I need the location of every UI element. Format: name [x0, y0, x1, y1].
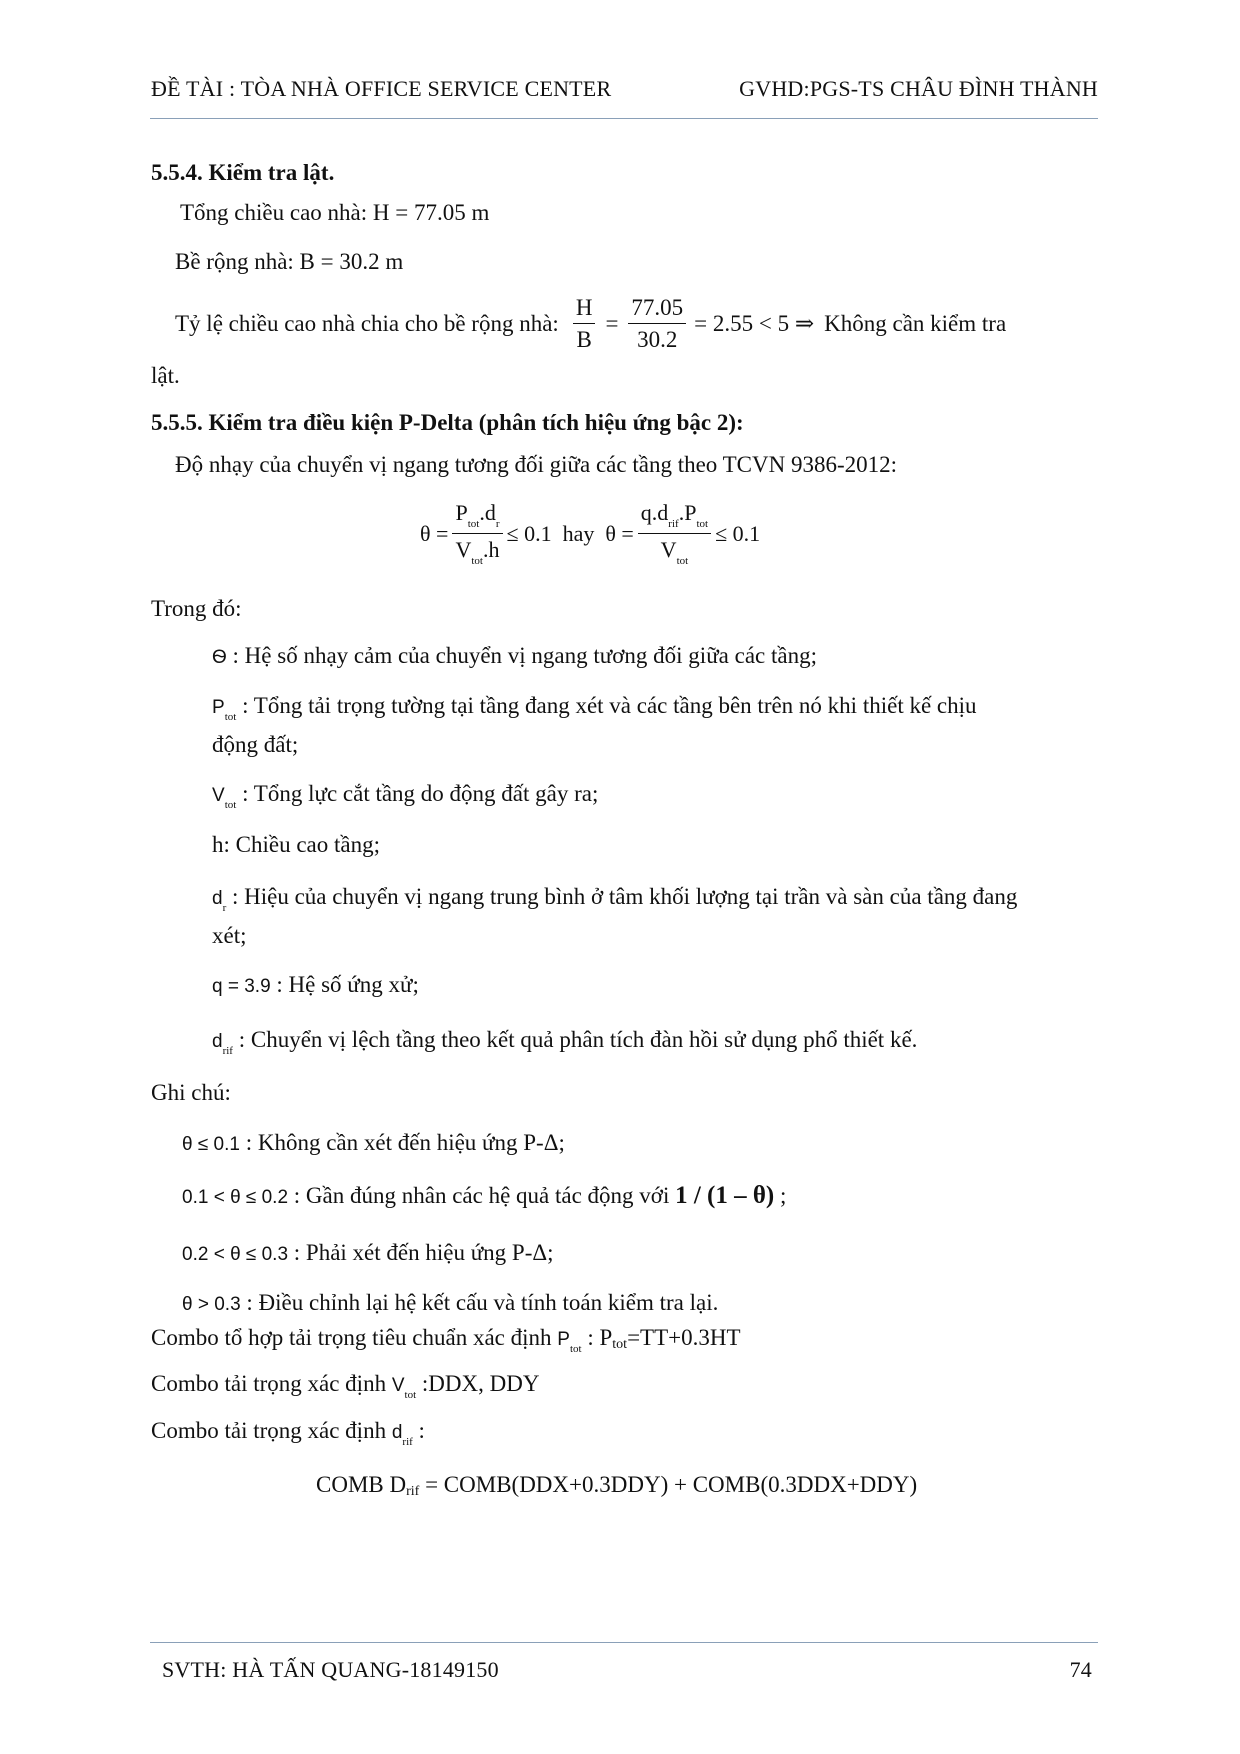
- f1-h: .h: [482, 536, 500, 562]
- ratio-result: = 2.55 < 5 ⇒: [694, 311, 815, 337]
- frac-77-05: 77.05: [628, 295, 686, 324]
- f1-p-sub: tot: [467, 518, 480, 530]
- combo-drif-text: Combo tải trọng xác định: [151, 1418, 392, 1443]
- def-drif-sub: rif: [222, 1045, 233, 1057]
- header-right: GVHD:PGS-TS CHÂU ĐÌNH THÀNH: [739, 76, 1098, 101]
- ratio-fraction-values: [628, 295, 686, 354]
- note-1-text: : Không cần xét đến hiệu ứng P-Δ;: [239, 1130, 565, 1155]
- combo-drif-sub: rif: [402, 1436, 413, 1448]
- f1-v-sub: tot: [471, 554, 483, 567]
- note-2-text: : Gần đúng nhân các hệ quả tác động với: [288, 1183, 676, 1208]
- def-dr-wrap: xét;: [212, 923, 247, 948]
- def-ptot: [212, 693, 977, 723]
- def-drif: [212, 1027, 917, 1057]
- section-555-heading: 5.5.5. Kiểm tra điều kiện P-Delta (phân tích hiệu ứng bậc 2):: [151, 410, 744, 435]
- note-2-formula: 1 / (1 – θ): [675, 1182, 775, 1209]
- combo-vtot-sub: tot: [404, 1389, 417, 1401]
- f2-v: V: [660, 536, 677, 562]
- note-1: [182, 1130, 565, 1156]
- notes-label: Ghi chú:: [151, 1080, 231, 1105]
- def-ptot-symbol: P: [212, 697, 225, 718]
- def-drif-text: : Chuyển vị lệch tầng theo kết quả phân tích đàn hồi sử dụng phổ thiết kế.: [232, 1027, 918, 1052]
- combo-vtot: [151, 1371, 539, 1401]
- def-theta: [212, 643, 817, 669]
- note-2-symbol: 0.1 < θ ≤ 0.2: [182, 1187, 289, 1208]
- note-1-symbol: θ ≤ 0.1: [182, 1134, 240, 1155]
- def-drif-symbol: d: [212, 1031, 223, 1052]
- combo-ptot: [151, 1325, 741, 1355]
- combo-ptot-symbol: P: [557, 1329, 570, 1350]
- formula-mid: ≤ 0.1 hay θ =: [506, 520, 634, 546]
- formula-end: ≤ 0.1: [715, 520, 761, 546]
- section-554-heading: 5.5.4. Kiểm tra lật.: [151, 160, 335, 185]
- where-label: Trong đó:: [151, 596, 242, 621]
- comb-drif-a: COMB D: [316, 1472, 407, 1497]
- footer-rule: [150, 1642, 1098, 1643]
- ratio-line: [175, 295, 1006, 354]
- f2-qd: q.d: [640, 500, 669, 525]
- def-vtot: [212, 781, 598, 811]
- def-ptot-text: : Tổng tải trọng tường tại tầng đang xét và các tầng bên trên nó khi thiết kế chịu: [236, 693, 977, 718]
- width-line: Bề rộng nhà: B = 30.2 m: [175, 249, 404, 274]
- formula-fraction-2: [638, 500, 711, 567]
- note-3-text: : Phải xét đến hiệu ứng P-Δ;: [288, 1240, 554, 1265]
- def-dr-text: : Hiệu của chuyển vị ngang trung bình ở tâm khối lượng tại trần và sàn của tầng đang: [226, 884, 1018, 909]
- page-number: 74: [1069, 1657, 1092, 1682]
- def-dr-sub: r: [222, 902, 227, 914]
- note-2-end: ;: [774, 1183, 787, 1208]
- def-theta-text: : Hệ số nhạy cảm của chuyển vị ngang tương đối giữa các tầng;: [226, 643, 817, 668]
- f1-d: .d: [479, 500, 496, 525]
- note-4-symbol: θ > 0.3: [182, 1294, 241, 1315]
- comb-drif-formula: [316, 1472, 917, 1500]
- header-left: ĐỀ TÀI : TÒA NHÀ OFFICE SERVICE CENTER: [151, 76, 612, 101]
- def-ptot-wrap: động đất;: [212, 732, 299, 757]
- combo-ptot-value: =TT+0.3HT: [627, 1325, 741, 1350]
- ratio-conclusion: Không cần kiểm tra: [824, 311, 1007, 337]
- frac-b: B: [576, 327, 592, 353]
- def-h: h: Chiều cao tầng;: [212, 832, 380, 857]
- note-4-text: : Điều chỉnh lại hệ kết cấu và tính toán kiểm tra lại.: [240, 1290, 719, 1315]
- ratio-fraction-hb: [573, 295, 596, 354]
- f1-p: P: [455, 500, 468, 525]
- def-dr-symbol: d: [212, 888, 223, 909]
- combo-vtot-symbol: V: [391, 1375, 405, 1396]
- note-4: [182, 1290, 718, 1316]
- def-vtot-symbol: V: [212, 785, 225, 806]
- def-q-text: : Hệ số ứng xử;: [270, 972, 419, 997]
- f2-p: .P: [678, 500, 697, 525]
- equals-sign: =: [605, 311, 619, 337]
- def-theta-symbol: Ѳ: [212, 647, 227, 668]
- height-line: Tổng chiều cao nhà: H = 77.05 m: [180, 200, 490, 225]
- formula-fraction-1: [452, 500, 502, 567]
- frac-30-2: 30.2: [637, 327, 678, 353]
- combo-drif: [151, 1418, 425, 1448]
- combo-ptot-mid: : P: [581, 1325, 613, 1350]
- formula-theta: θ =: [420, 520, 449, 546]
- combo-vtot-text: Combo tải trọng xác định: [151, 1371, 392, 1396]
- combo-ptot-text: Combo tổ hợp tải trọng tiêu chuẩn xác định: [151, 1325, 558, 1350]
- f1-v: V: [455, 536, 472, 562]
- f1-d-sub: r: [495, 518, 500, 530]
- f2-qd-sub: rif: [668, 518, 679, 530]
- footer-left: SVTH: HÀ TẤN QUANG-18149150: [162, 1657, 499, 1682]
- def-vtot-sub: tot: [224, 799, 237, 811]
- theta-formula: [420, 500, 760, 567]
- combo-ptot-mid-sub: tot: [612, 1337, 628, 1352]
- note-3: [182, 1240, 554, 1266]
- note-3-symbol: 0.2 < θ ≤ 0.3: [182, 1244, 289, 1265]
- combo-ptot-sub: tot: [569, 1343, 582, 1355]
- combo-drif-end: :: [412, 1418, 425, 1443]
- frac-h: H: [573, 295, 596, 324]
- ratio-prefix: Tỷ lệ chiều cao nhà chia cho bề rộng nhà:: [175, 311, 559, 337]
- def-dr: [212, 884, 1017, 914]
- combo-drif-symbol: d: [391, 1422, 403, 1443]
- note-2: [182, 1182, 786, 1210]
- pdelta-intro: Độ nhạy của chuyển vị ngang tương đối giữa các tầng theo TCVN 9386-2012:: [175, 452, 898, 477]
- def-q-symbol: q = 3.9: [212, 976, 271, 997]
- def-ptot-sub: tot: [224, 711, 237, 723]
- ratio-wrap: lật.: [151, 363, 180, 388]
- f2-v-sub: tot: [676, 554, 689, 567]
- comb-drif-sub: rif: [406, 1484, 420, 1499]
- def-q: [212, 972, 419, 998]
- header-rule: [150, 118, 1098, 119]
- f2-p-sub: tot: [696, 518, 709, 530]
- comb-drif-b: = COMB(DDX+0.3DDY) + COMB(0.3DDX+DDY): [419, 1472, 918, 1497]
- combo-vtot-value: :DDX, DDY: [416, 1371, 540, 1396]
- def-vtot-text: : Tổng lực cắt tầng do động đất gây ra;: [236, 781, 599, 806]
